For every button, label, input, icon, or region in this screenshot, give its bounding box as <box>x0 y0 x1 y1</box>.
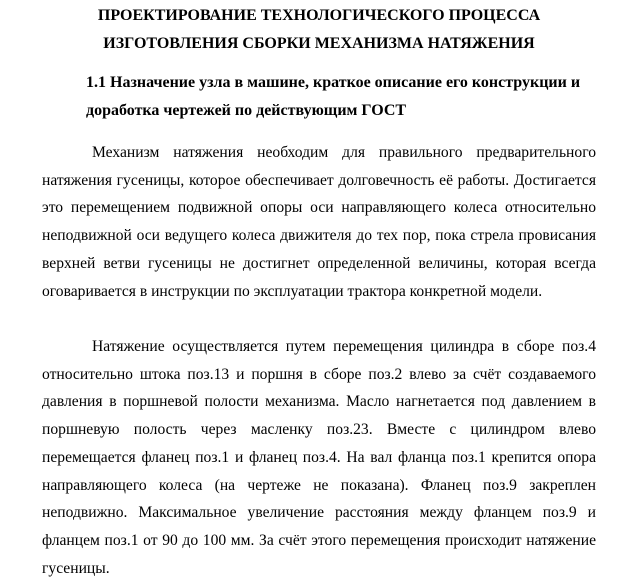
document-title-line-2: ИЗГОТОВЛЕНИЯ СБОРКИ МЕХАНИЗМА НАТЯЖЕНИЯ <box>103 35 535 52</box>
body-paragraph-2: Натяжение осуществляется путем перемещения цилиндра в сборе поз.4 относительно штока поз.13 и поршня в сборе поз.2 влево за счёт создаваемого давления в поршневой полости механизма. Масло нагнетается под давлением в поршневую полость через масленку поз.23. Вместе с цилиндром влево перемещается фланец поз.1 и фланец поз.4. На вал фланца поз.1 крепится опора направляющего колеса (на чертеже не показана). Фланец поз.9 закреплен неподвижно. Максимальное увеличение расстояния между фланцем поз.9 и фланцем поз.1 от 90 до 100 мм. За счёт этого перемещения происходит натяжение гусеницы. <box>42 338 596 577</box>
document-title-line-1: ПРОЕКТИРОВАНИЕ ТЕХНОЛОГИЧЕСКОГО ПРОЦЕССА <box>97 7 541 24</box>
section-heading: 1.1 Назначение узла в машине, краткое описание его конструкции и доработка чертежей по действующим ГОСТ <box>86 74 581 119</box>
body-paragraph-1: Механизм натяжения необходим для правильного предварительного натяжения гусеницы, которое обеспечивает долговечность её работы. Достигается это перемещением подвижной опоры оси направляющего колеса относительно неподвижной оси ведущего колеса движителя до тех пор, пока стрела провисания верхней ветви гусеницы не достигнет определенной величины, которая всегда оговаривается в инструкции по эксплуатации трактора конкретной модели. <box>42 144 596 300</box>
